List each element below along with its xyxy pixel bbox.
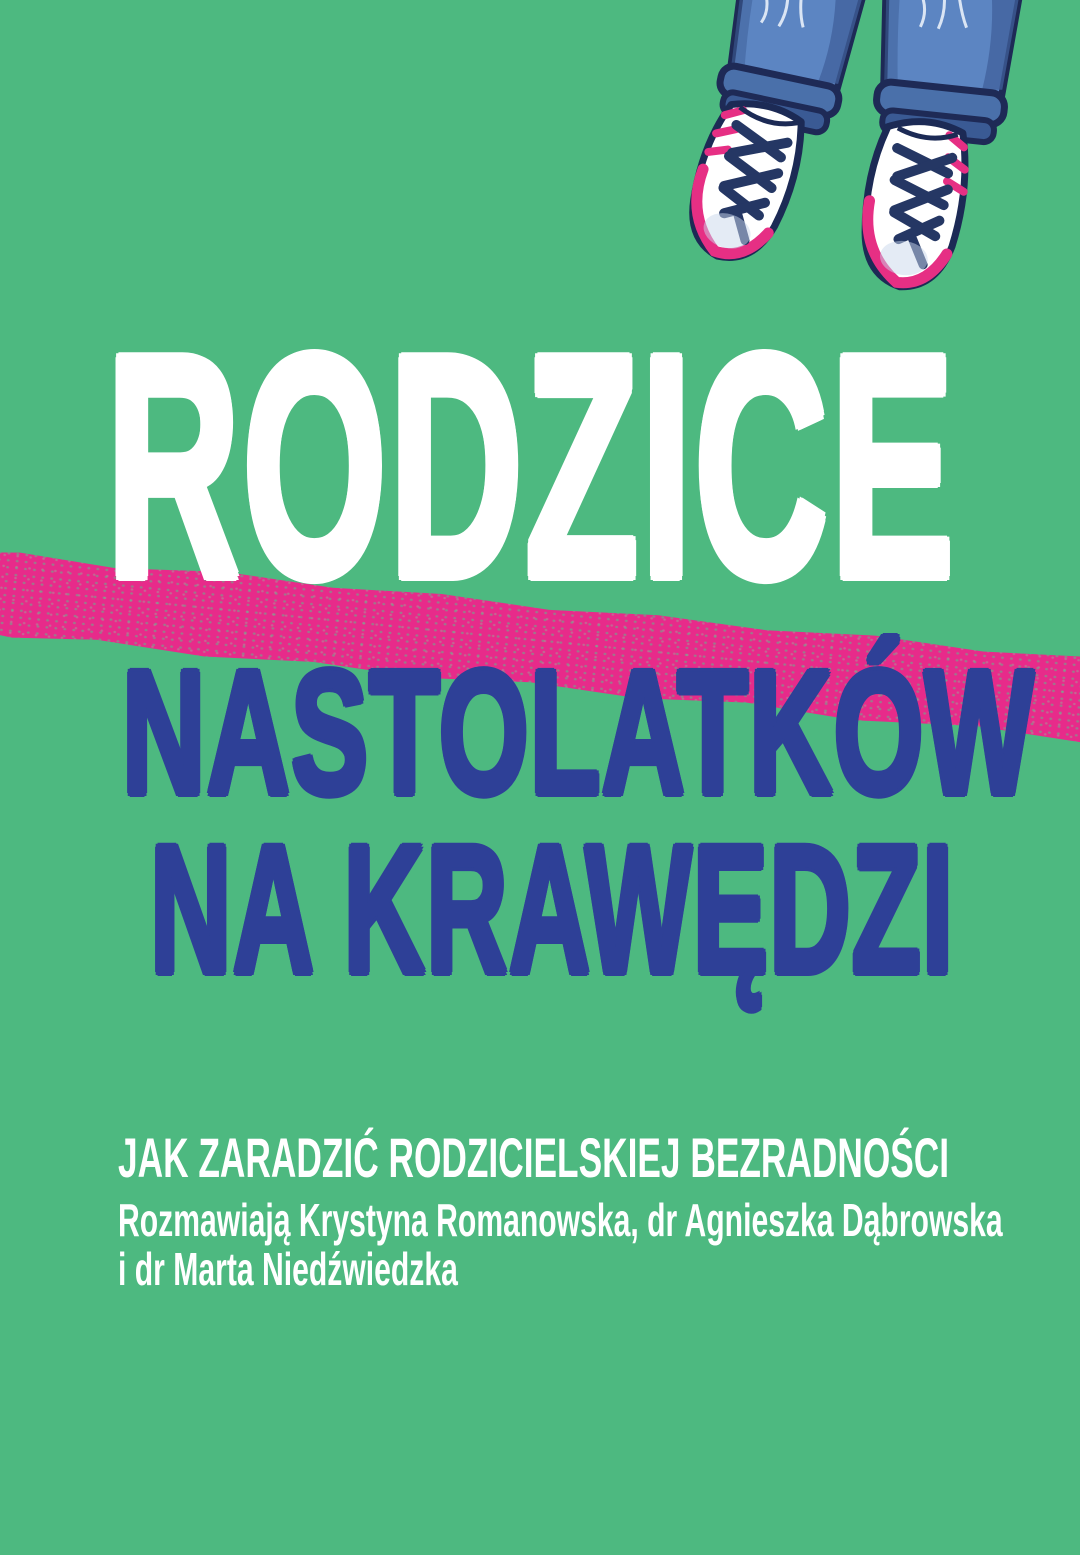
hanging-legs-illustration <box>0 0 1080 330</box>
sneaker-left <box>677 93 811 271</box>
authors-line-1-text: Rozmawiają Krystyna Romanowska, dr Agnieszka Dąbrowska <box>118 1194 1003 1246</box>
title-word-nastolatkow <box>122 635 1080 831</box>
authors-line-1 <box>118 1196 1080 1245</box>
subtitle-tagline <box>118 1126 1080 1189</box>
title-word-nastolatkow-text: NASTOLATKÓW <box>122 635 1035 831</box>
leg-left <box>676 0 872 279</box>
sneaker-right <box>856 115 973 294</box>
title-word-rodzice-text: RODZICE <box>106 289 957 644</box>
subtitle-tagline-text: JAK ZARADZIĆ RODZICIELSKIEJ BEZRADNOŚCI <box>118 1126 950 1189</box>
authors-line-2-text: i dr Marta Niedźwiedzka <box>118 1242 458 1295</box>
title-word-na-krawedzi-text: NA KRAWĘDZI <box>150 807 955 1011</box>
title-word-na-krawedzi <box>150 807 1080 1011</box>
title-word-rodzice <box>106 289 1080 644</box>
authors-block <box>118 1196 1080 1294</box>
authors-line-2 <box>118 1242 1080 1295</box>
leg-right <box>851 0 1026 298</box>
